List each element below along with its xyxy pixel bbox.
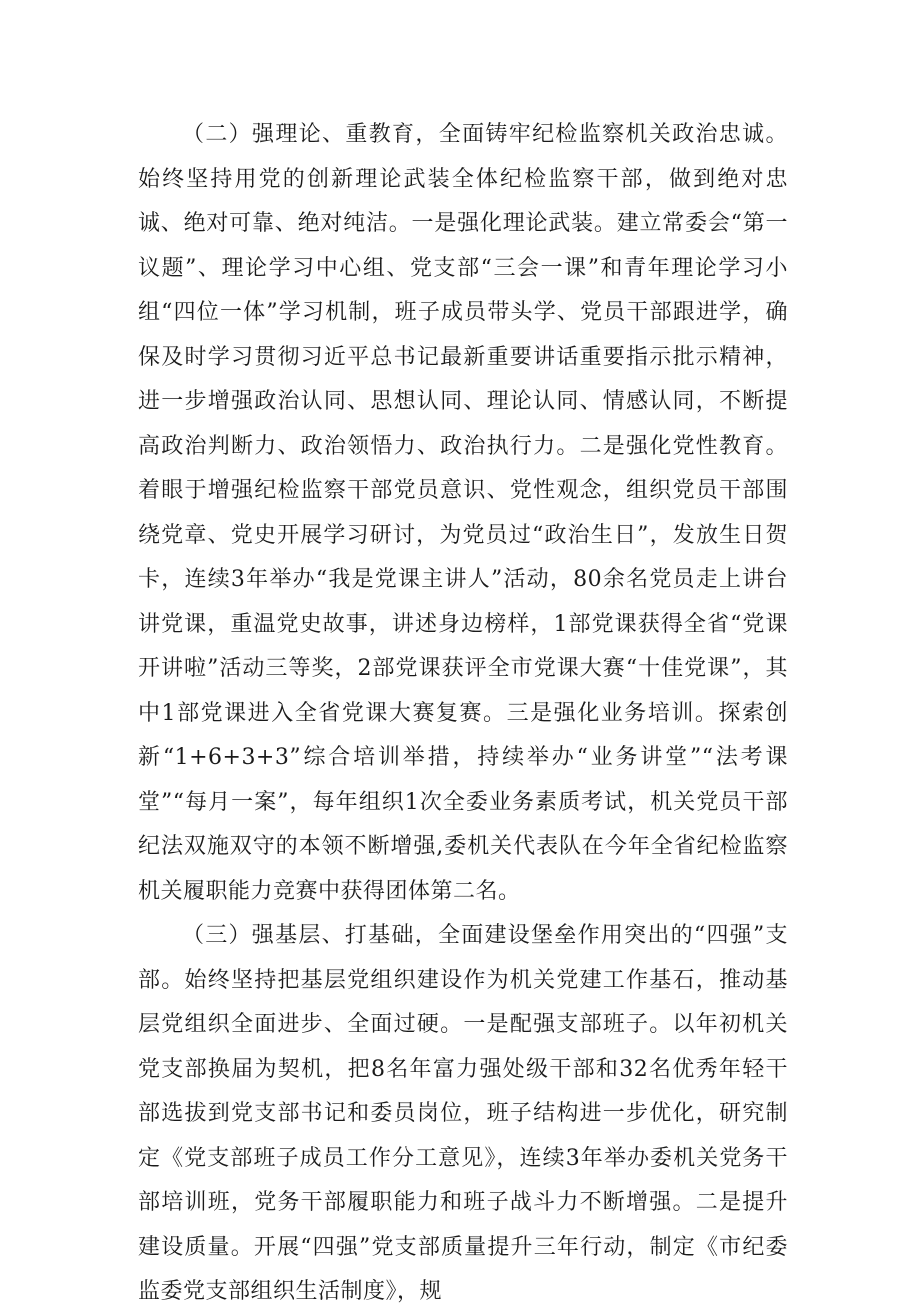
document-body: [138, 113, 788, 1315]
paragraph-section-three: （三）强基层、打基础，全面建设堡垒作用突出的“四强”支部。始终坚持把基层党组织建设作为机关党建工作基石，推动基层党组织全面进步、全面过硬。一是配强支部班子。以年初机关党支部换届为契机，把8名年富力强处级干部和32名优秀年轻干部选拔到党支部书记和委员岗位，班子结构进一步优化，研究制定《党支部班子成员工作分工意见》，连续3年举办委机关党务干部培训班，党务干部履职能力和班子战斗力不断增强。二是提升建设质量。开展“四强”党支部质量提升三年行动，制定《市纪委监委党支部组织生活制度》，规: [138, 923, 788, 1304]
paragraph-section-two: （二）强理论、重教育，全面铸牢纪检监察机关政治忠诚。始终坚持用党的创新理论武装全体纪检监察干部，做到绝对忠诚、绝对可靠、绝对纯洁。一是强化理论武装。建立常委会“第一议题”、理论学习中心组、党支部“三会一课”和青年理论学习小组“四位一体”学习机制，班子成员带头学、党员干部跟进学，确保及时学习贯彻习近平总书记最新重要讲话重要指示批示精神，进一步增强政治认同、思想认同、理论认同、情感认同，不断提高政治判断力、政治领悟力、政治执行力。二是强化党性教育。着眼于增强纪检监察干部党员意识、党性观念，组织党员干部围绕党章、党史开展学习研讨，为党员过“政治生日”，发放生日贺卡，连续3年举办“我是党课主讲人”活动，80余名党员走上讲台讲党课，重温党史故事，讲述身边榜样，1部党课获得全省“党课开讲啦”活动三等奖，2部党课获评全市党课大赛“十佳党课”，其中1部党课进入全省党课大赛复赛。三是强化业务培训。探索创新“1+6+3+3”综合培训举措，持续举办“业务讲堂”“法考课堂”“每月一案”，每年组织1次全委业务素质考试，机关党员干部纪法双施双守的本领不断增强,委机关代表队在今年全省纪检监察机关履职能力竞赛中获得团体第二名。: [138, 122, 788, 904]
